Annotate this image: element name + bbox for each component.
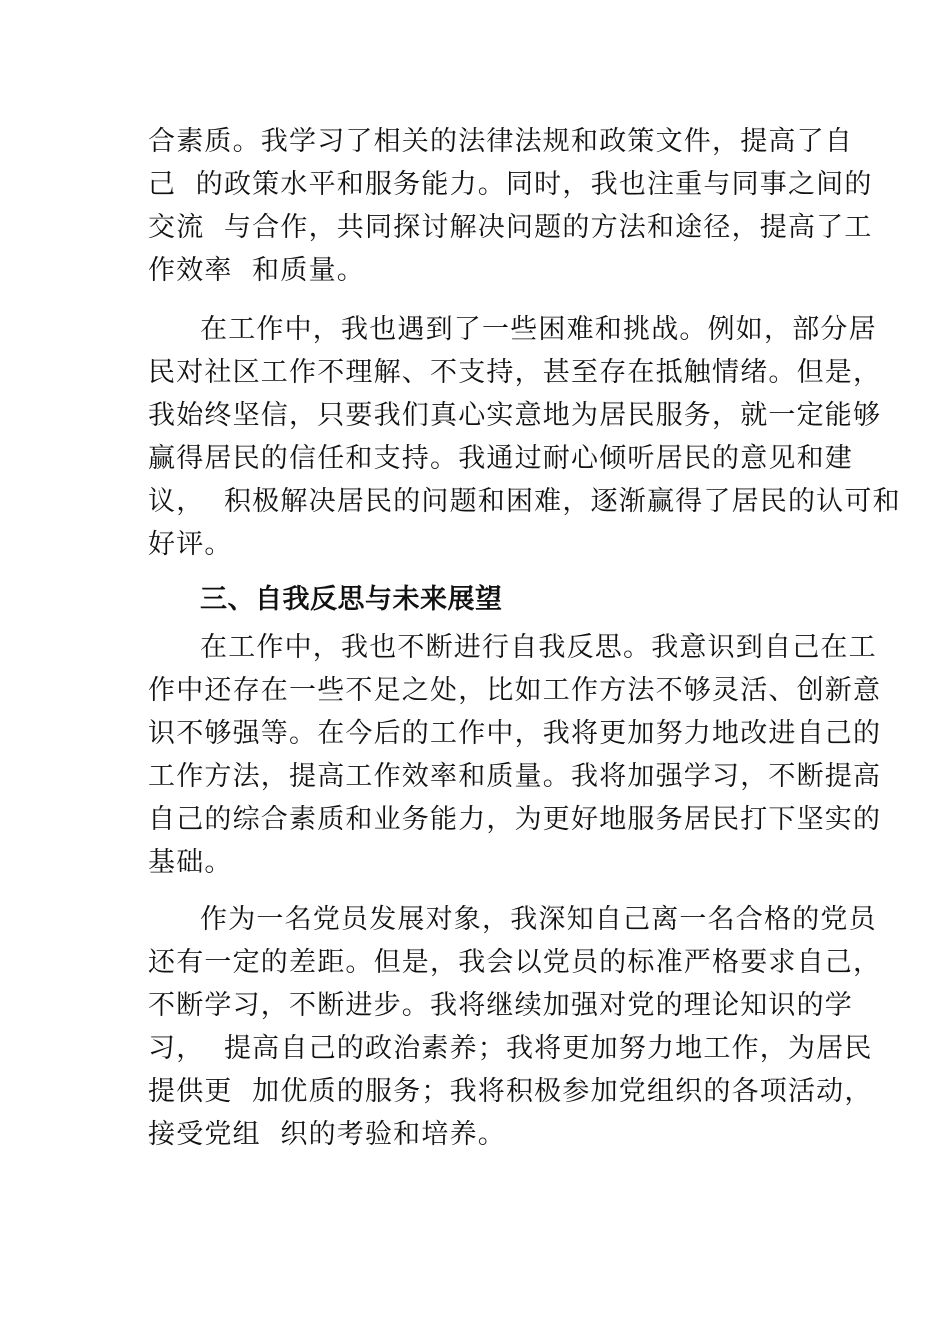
paragraph-3-line: 工作方法，提高工作效率和质量。我将加强学习，不断提高 [148, 761, 882, 792]
paragraph-1-line: 己 的政策水平和服务能力。同时，我也注重与同事之间的 [148, 169, 873, 200]
paragraph-3-line: 基础。 [148, 847, 233, 878]
paragraph-4-line: 作为一名党员发展对象，我深知自己离一名合格的党员 [200, 904, 877, 935]
paragraph-1-line: 合素质。我学习了相关的法律法规和政策文件，提高了自 [148, 126, 853, 157]
paragraph-2-line: 赢得居民的信任和支持。我通过耐心倾听居民的意见和建 [148, 443, 853, 474]
paragraph-1-line: 作效率 和质量。 [148, 255, 365, 286]
paragraph-2-line: 民对社区工作不理解、不支持，甚至存在抵触情绪。但是， [148, 357, 882, 388]
paragraph-3-line: 在工作中，我也不断进行自我反思。我意识到自己在工 [200, 632, 877, 663]
paragraph-3-line: 自己的综合素质和业务能力，为更好地服务居民打下坚实的 [148, 804, 882, 835]
paragraph-2-line: 在工作中，我也遇到了一些困难和挑战。例如，部分居 [200, 314, 877, 345]
paragraph-2-line: 我始终坚信，只要我们真心实意地为居民服务，就一定能够 [148, 400, 882, 431]
section-heading: 三、自我反思与未来展望 [200, 584, 503, 615]
paragraph-4-line: 提供更 加优质的服务；我将积极参加党组织的各项活动， [148, 1076, 873, 1107]
paragraph-4-line: 还有一定的差距。但是，我会以党员的标准严格要求自己， [148, 947, 882, 978]
paragraph-3-line: 作中还存在一些不足之处，比如工作方法不够灵活、创新意 [148, 675, 882, 706]
paragraph-3-line: 识不够强等。在今后的工作中，我将更加努力地改进自己的 [148, 718, 882, 749]
paragraph-2-line: 议， 积极解决居民的问题和困难，逐渐赢得了居民的认可和 [148, 486, 901, 517]
paragraph-1-line: 交流 与合作，共同探讨解决问题的方法和途径，提高了工 [148, 212, 873, 243]
paragraph-4-line: 不断学习，不断进步。我将继续加强对党的理论知识的学 [148, 990, 853, 1021]
paragraph-2-line: 好评。 [148, 529, 233, 560]
paragraph-4-line: 接受党组 织的考验和培养。 [148, 1119, 506, 1150]
paragraph-4-line: 习， 提高自己的政治素养；我将更加努力地工作，为居民 [148, 1033, 873, 1064]
